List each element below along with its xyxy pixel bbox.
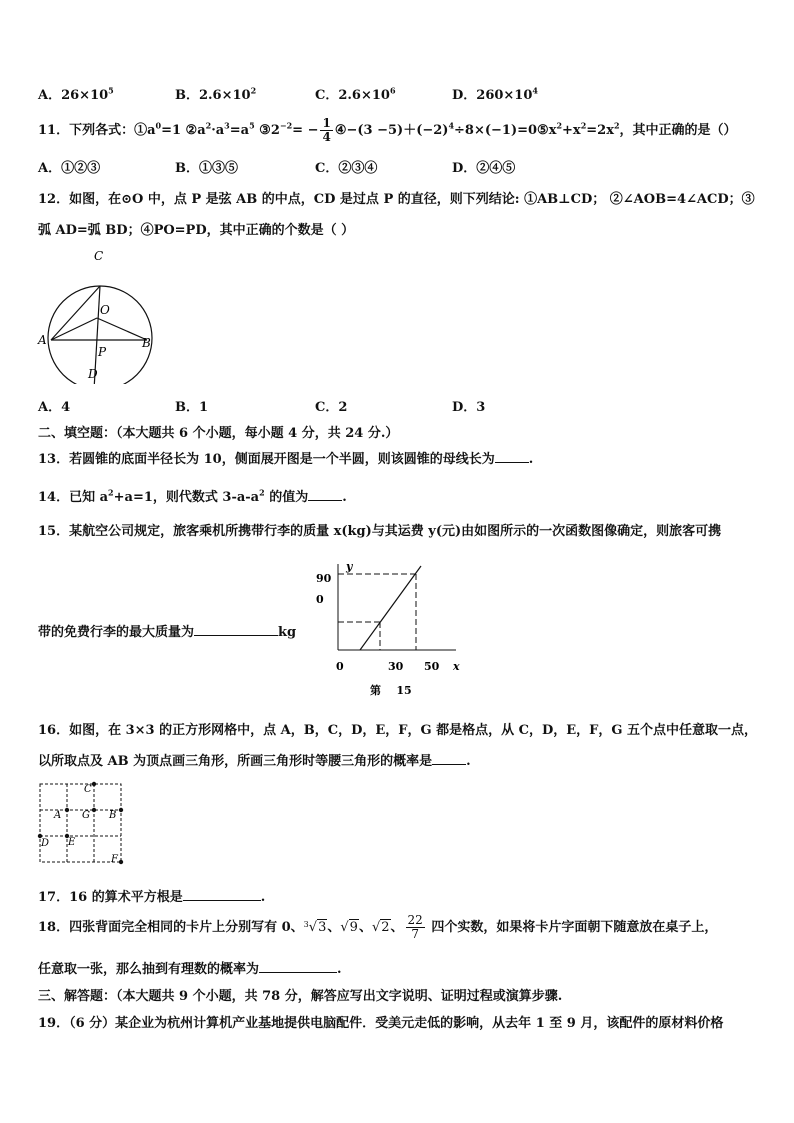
label-e: E <box>68 837 76 848</box>
label-c: C <box>94 249 104 263</box>
label-d: D <box>88 367 98 381</box>
point-c <box>92 782 96 786</box>
graph-caption: 第 15 <box>370 684 412 697</box>
q16-line-1: 16．如图，在 3×3 的正方形网格中，点 A，B，C，D，E，F，G 都是格点，从 C，D，E，F，G 五个点中任意取一点， <box>38 723 758 738</box>
q11-option-b: B．①③⑤ <box>175 161 238 176</box>
q15-line-2: 带的免费行李的最大质量为 kg <box>38 625 297 640</box>
q17-stem: 17．16 的算术平方根是 . <box>38 890 266 905</box>
y-tick-90: 90 <box>316 572 332 585</box>
label-c: C <box>84 784 92 795</box>
segment-ao <box>51 318 97 340</box>
q18-answer-blank[interactable] <box>259 960 337 973</box>
q12-option-b: B．1 <box>175 400 209 415</box>
segment-ac <box>51 286 100 340</box>
segment-ob <box>97 318 147 340</box>
q12-line-1: 12．如图，在⊙O 中，点 P 是弦 AB 的中点，CD 是过点 P 的直径，则下列结论: ①AB⊥CD； ②∠AOB=4∠ACD；③ <box>38 192 755 207</box>
label-g: G <box>82 810 90 821</box>
section-2-heading: 二、填空题：（本大题共 6 个小题，每小题 4 分，共 24 分.） <box>38 426 399 441</box>
q15-line-1: 15．某航空公司规定，旅客乘机所携带行李的质量 x(kg)与其运费 y(元)由如图所示的一次函数图像确定，则旅客可携 <box>38 524 722 539</box>
label-a: A <box>54 810 62 821</box>
section-3-heading: 三、解答题：（本大题共 9 个小题，共 78 分，解答应写出文字说明、证明过程或演算步骤. <box>38 989 563 1004</box>
q19-line-1: 19．（6 分）某企业为杭州计算机产业基地提供电脑配件．受美元走低的影响，从去年 1 至 9 月，该配件的原材料价格 <box>38 1016 724 1031</box>
cube-root-3: $^3$√3 <box>303 920 327 935</box>
q13-answer-blank[interactable] <box>495 450 529 463</box>
q12-circle-figure <box>34 244 164 384</box>
q12-option-a: A．4 <box>38 400 71 415</box>
y-axis-label: y <box>346 560 353 573</box>
q11-option-a: A．①②③ <box>38 161 101 176</box>
point-f <box>119 860 123 864</box>
q12-option-c: C．2 <box>315 400 348 415</box>
point-g <box>92 808 96 812</box>
x-tick-30: 30 <box>388 660 404 673</box>
q18-line-2: 任意取一张，那么抽到有理数的概率为 . <box>38 962 342 977</box>
q10-option-a: A．$26\times 10^5$ <box>38 85 114 103</box>
q16-grid-figure <box>34 778 130 868</box>
origin-label: 0 <box>336 660 344 673</box>
q10-option-b: B．$2.6\times 10^2$ <box>175 85 257 103</box>
q14-answer-blank[interactable] <box>308 488 342 501</box>
label-b: B <box>109 810 117 821</box>
q10-option-c: C．$2.6\times 10^6$ <box>315 85 396 103</box>
q18-line-1: 18．四张背面完全相同的卡片上分别写有 0、$^3$√3、√9、√2、 $\frac{22}{7}$ 四个实数，如果将卡片字面朝下随意放在桌子上， <box>38 913 718 941</box>
label-o: O <box>100 303 110 317</box>
q11-option-c: C．②③④ <box>315 161 378 176</box>
q15-answer-blank[interactable] <box>194 623 278 636</box>
q12-line-2: 弧 AD=弧 BD；④PO=PD，其中正确的个数是（ ） <box>38 223 355 238</box>
sqrt-2: √2 <box>371 920 390 935</box>
grid-lines <box>40 784 121 862</box>
x-axis-label: x <box>453 660 460 673</box>
label-p: P <box>98 345 107 359</box>
q13-stem: 13．若圆锥的底面半径长为 10，侧面展开图是一个半圆，则该圆锥的母线长为 . <box>38 452 534 467</box>
q14-stem: 14．已知 $a^2+a=1$，则代数式 $3-a-a^2$ 的值为 . <box>38 487 347 505</box>
q11-stem: 11．下列各式：$①a^0=1$ $②a^2\cdot a^3=a^5$ $③2^{-2}=$ − $\frac{1}{4}$ ④−(3 $-5)+(-2)^4\div 8\times(-1)=0⑤x^2+x^2=2x^2$，其中正确的是（） <box>38 116 737 144</box>
q16-line-2: 以所取点及 AB 为顶点画三角形，所画三角形时等腰三角形的概率是 . <box>38 754 471 769</box>
q11-fraction: $\frac{1}{4}$ <box>322 116 331 144</box>
q16-answer-blank[interactable] <box>432 752 466 765</box>
label-a: A <box>38 333 47 347</box>
x-tick-50: 50 <box>424 660 440 673</box>
sqrt-9: √9 <box>340 920 358 935</box>
q12-option-d: D．3 <box>452 400 486 415</box>
label-d: D <box>41 838 50 849</box>
q15-function-graph <box>308 556 468 702</box>
function-line <box>360 566 421 650</box>
label-b: B <box>142 336 151 350</box>
q10-option-d: D．$260\times 10^4$ <box>452 85 538 103</box>
point-a <box>65 808 69 812</box>
label-f: F <box>111 854 118 865</box>
q17-answer-blank[interactable] <box>183 888 261 901</box>
q11-option-d: D．②④⑤ <box>452 161 516 176</box>
point-b <box>119 808 123 812</box>
y-tick-0: 0 <box>316 593 324 606</box>
fraction-22-7: $\frac{22}{7}$ <box>407 913 423 941</box>
